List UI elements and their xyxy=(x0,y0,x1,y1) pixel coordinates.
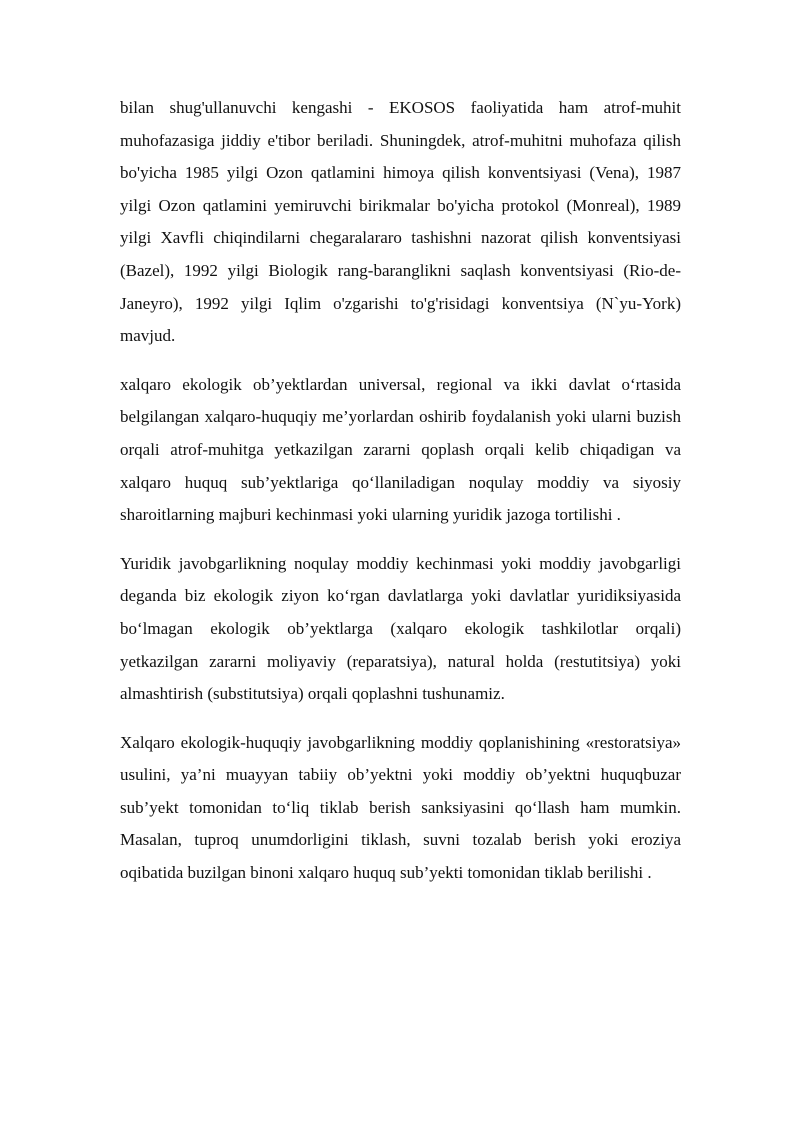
body-paragraph-4: Xalqaro ekologik-huquqiy javobgarlikning moddiy qoplanishining «restoratsiya» usulini, ya’ni muayyan tabiiy ob’yektni yoki moddiy ob’yektni huquqbuzar sub’yekt tomonidan to‘liq tiklab berish sanksiyasini qo‘llash ham mumkin. Masalan, tuproq unumdorligini tiklash, suvni tozalab berish yoki eroziya oqibatida buzilgan binoni xalqaro huquq sub’yekti tomonidan tiklab berilishi . xyxy=(120,732,681,883)
body-paragraph-3: Yuridik javobgarlikning noqulay moddiy kechinmasi yoki moddiy javobgarligi deganda biz ekologik ziyon ko‘rgan davlatlarga yoki davlatlar yuridiksiyasida bo‘lmagan ekologik ob’yektlarga (xalqaro ekologik tashkilotlar orqali) yetkazilgan zararni moliyaviy (reparatsiya), natural holda (restutitsiya) yoki almashtirish (substitutsiya) orqali qoplashni tushunamiz. xyxy=(120,553,681,704)
body-paragraph-1: bilan shug'ullanuvchi kengashi - EKOSOS faoliyatida ham atrof-muhit muhofazasiga jiddiy e'tibor beriladi. Shuningdek, atrof-muhitni muhofaza qilish bo'yicha 1985 yilgi Ozon qatlamini himoya qilish konventsiyasi (Vena), 1987 yilgi Ozon qatlamini yemiruvchi birikmalar bo'yicha protokol (Monreal), 1989 yilgi Xavfli chiqindilarni chegaralararo tashishni nazorat qilish konventsiyasi (Bazel), 1992 yilgi Biologik rang-baranglikni saqlash konventsiyasi (Rio-de-Janeyro), 1992 yilgi Iqlim o'zgarishi to'g'risidagi konventsiya (N`yu-York) mavjud. xyxy=(120,98,681,346)
document-page xyxy=(120,92,681,906)
body-paragraph-2: xalqaro ekologik ob’yektlardan universal, regional va ikki davlat o‘rtasida belgilangan xalqaro-huquqiy me’yorlardan oshirib foydalanish yoki ularni buzish orqali atrof-muhitga yetkazilgan zararni qoplash orqali kelib chiqadigan va xalqaro huquq sub’yektlariga qo‘llaniladigan noqulay moddiy va siyosiy sharoitlarning majburi kechinmasi yoki ularning yuridik jazoga tortilishi . xyxy=(120,374,681,525)
